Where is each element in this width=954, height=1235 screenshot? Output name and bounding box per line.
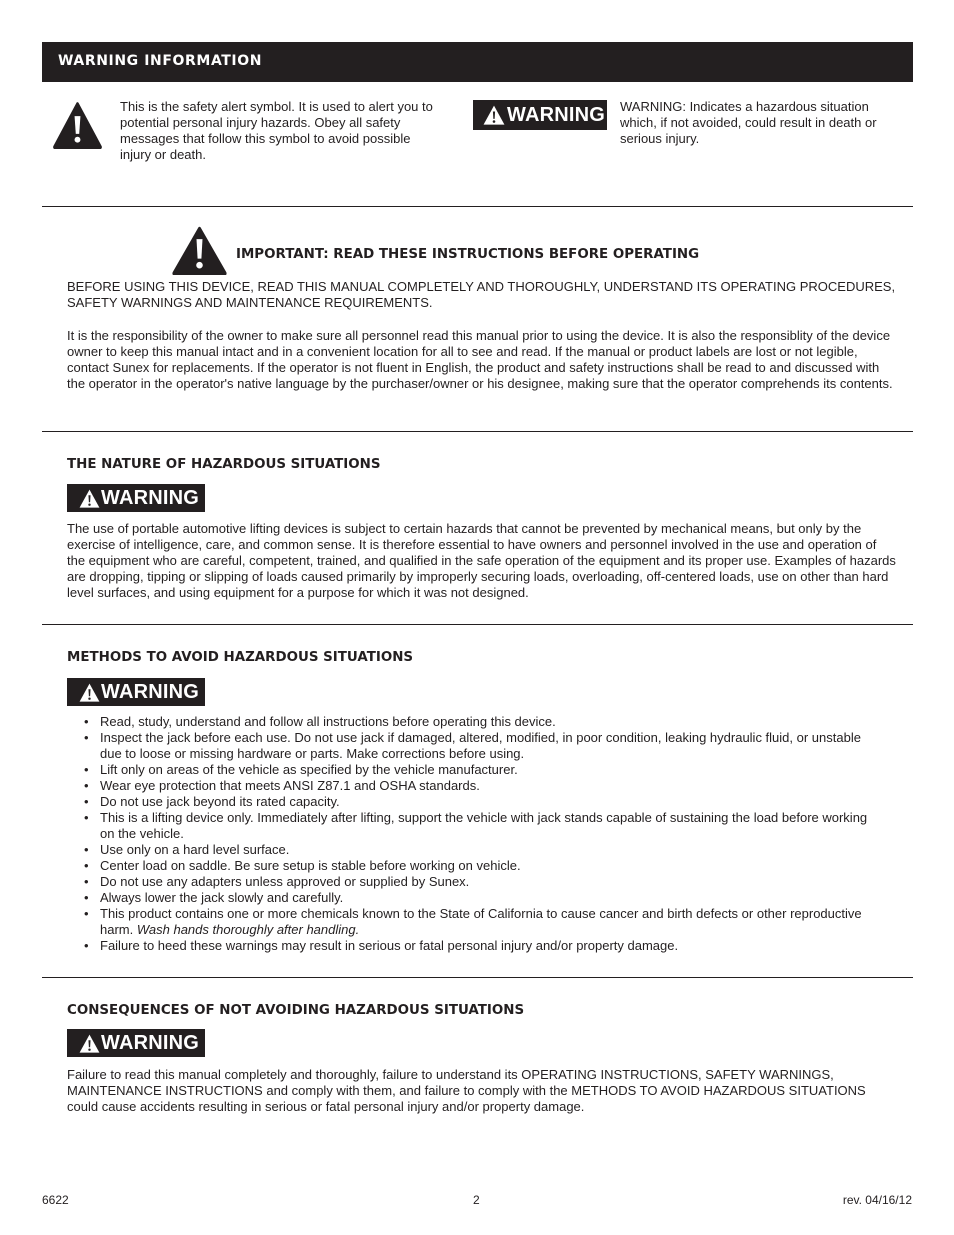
nature-warning-label: WARNING [101,486,200,509]
list-item: • Do not use any adapters unless approved or supplied by Sunex. [67,874,877,890]
consequences-warning-label: WARNING [101,1031,200,1054]
list-item-emphasis: Wash hands thoroughly after handling. [136,922,360,937]
list-item: • Wear eye protection that meets ANSI Z87.1 and OSHA standards. [67,778,877,794]
list-item: • This is a lifting device only. Immediately after lifting, support the vehicle with jack stands capable of sustaining the load before working on the vehicle. [67,810,877,842]
warning-triangle-icon [79,683,100,702]
list-item-text: This product contains one or more chemicals known to the State of California to cause cancer and birth defects or other reproductive harm. [100,906,862,937]
section-header-title: WARNING INFORMATION [58,53,263,69]
list-item: • Lift only on areas of the vehicle as specified by the vehicle manufacturer. [67,762,877,778]
consequences-paragraph: Failure to read this manual completely and thoroughly, failure to understand its OPERATING INSTRUCTIONS, SAFETY WARNINGS, MAINTENANCE INSTRUCTIONS and comply with them, and failure to comply with the METHODS TO AVOID HAZARDOUS SITUATIONS could cause accidents resulting in serious or fatal personal injury and/or property damage. [67,1067,866,1114]
methods-bullet-list [67,714,877,954]
methods-heading: METHODS TO AVOID HAZARDOUS SITUATIONS [67,650,414,665]
warning-signal-label: WARNING [507,103,606,126]
footer-revision-date: rev. 04/16/12 [842,1193,912,1207]
list-item: • Center load on saddle. Be sure setup is stable before working on vehicle. [67,858,877,874]
footer-page-number: 2 [473,1193,480,1207]
consequences-heading: CONSEQUENCES OF NOT AVOIDING HAZARDOUS SITUATIONS [67,1003,525,1018]
warning-signal-badge [473,100,607,130]
list-item: • Read, study, understand and follow all instructions before operating this device. [67,714,877,730]
divider [42,431,913,432]
important-paragraph-2: It is the responsibility of the owner to make sure all personnel read this manual prior to using the device. It is also the responsiblity of the device owner to keep this manual intact and in a convenient location for all to see and read. If the manual or product labels are lost or not legible, contact Sunex for replacements. If the operator is not fluent in English, the product and safety instructions shall be read to and discussed with the operator in the operator's native language by the purchaser/owner or his designee, making sure that the operator comprehends its contents. [67,328,893,391]
divider [42,977,913,978]
nature-warning-badge [67,484,205,512]
nature-paragraph: The use of portable automotive lifting devices is subject to certain hazards that cannot be prevented by mechanical means, but only by the exercise of intelligence, care, and common sense. It is therefore essential to have owners and personnel involved in the use and operation of the equipment who are careful, competent, trained, and qualified in the safe operation of the equipment and its proper use. Examples of hazards are dropping, tipping or slipping of loads caused primarily by improperly securing loads, overloading, off-centered loads, use on other than hard level surfaces, and using equipment for a purpose for which it was not designed. [67,521,896,600]
list-item: • Do not use jack beyond its rated capacity. [67,794,877,810]
warning-triangle-icon [79,489,100,508]
important-heading: IMPORTANT: READ THESE INSTRUCTIONS BEFORE OPERATING [236,247,700,262]
section-header-bar [42,42,913,82]
list-item: • Inspect the jack before each use. Do not use jack if damaged, altered, modified, in poor condition, leaking hydraulic fluid, or unstable due to loose or missing hardware or parts. Make corrections before using. [67,730,877,762]
divider [42,624,913,625]
nature-heading: THE NATURE OF HAZARDOUS SITUATIONS [67,457,381,472]
safety-alert-triangle-icon [53,101,102,149]
list-item: • Failure to heed these warnings may result in serious or fatal personal injury and/or property damage. [67,938,877,954]
important-paragraph-1: BEFORE USING THIS DEVICE, READ THIS MANUAL COMPLETELY AND THOROUGHLY, UNDERSTAND ITS OPERATING PROCEDURES, SAFETY WARNINGS AND MAINTENANCE REQUIREMENTS. [67,279,896,310]
list-item: • Always lower the jack slowly and carefully. [67,890,877,906]
methods-warning-badge [67,678,205,706]
warning-triangle-icon [483,105,505,125]
divider [42,206,913,207]
important-alert-triangle-icon [172,226,227,275]
signal-word-description: WARNING: Indicates a hazardous situation which, if not avoided, could result in death or serious injury. [620,99,877,146]
consequences-warning-badge [67,1029,205,1057]
list-item: • Use only on a hard level surface. [67,842,877,858]
warning-triangle-icon [79,1034,100,1053]
list-item [67,906,877,938]
methods-warning-label: WARNING [101,680,200,703]
alert-symbol-description: This is the safety alert symbol. It is used to alert you to potential personal injury hazards. Obey all safety messages that follow this symbol to avoid possible injury or death. [120,99,433,162]
footer-model-number: 6622 [42,1193,69,1207]
